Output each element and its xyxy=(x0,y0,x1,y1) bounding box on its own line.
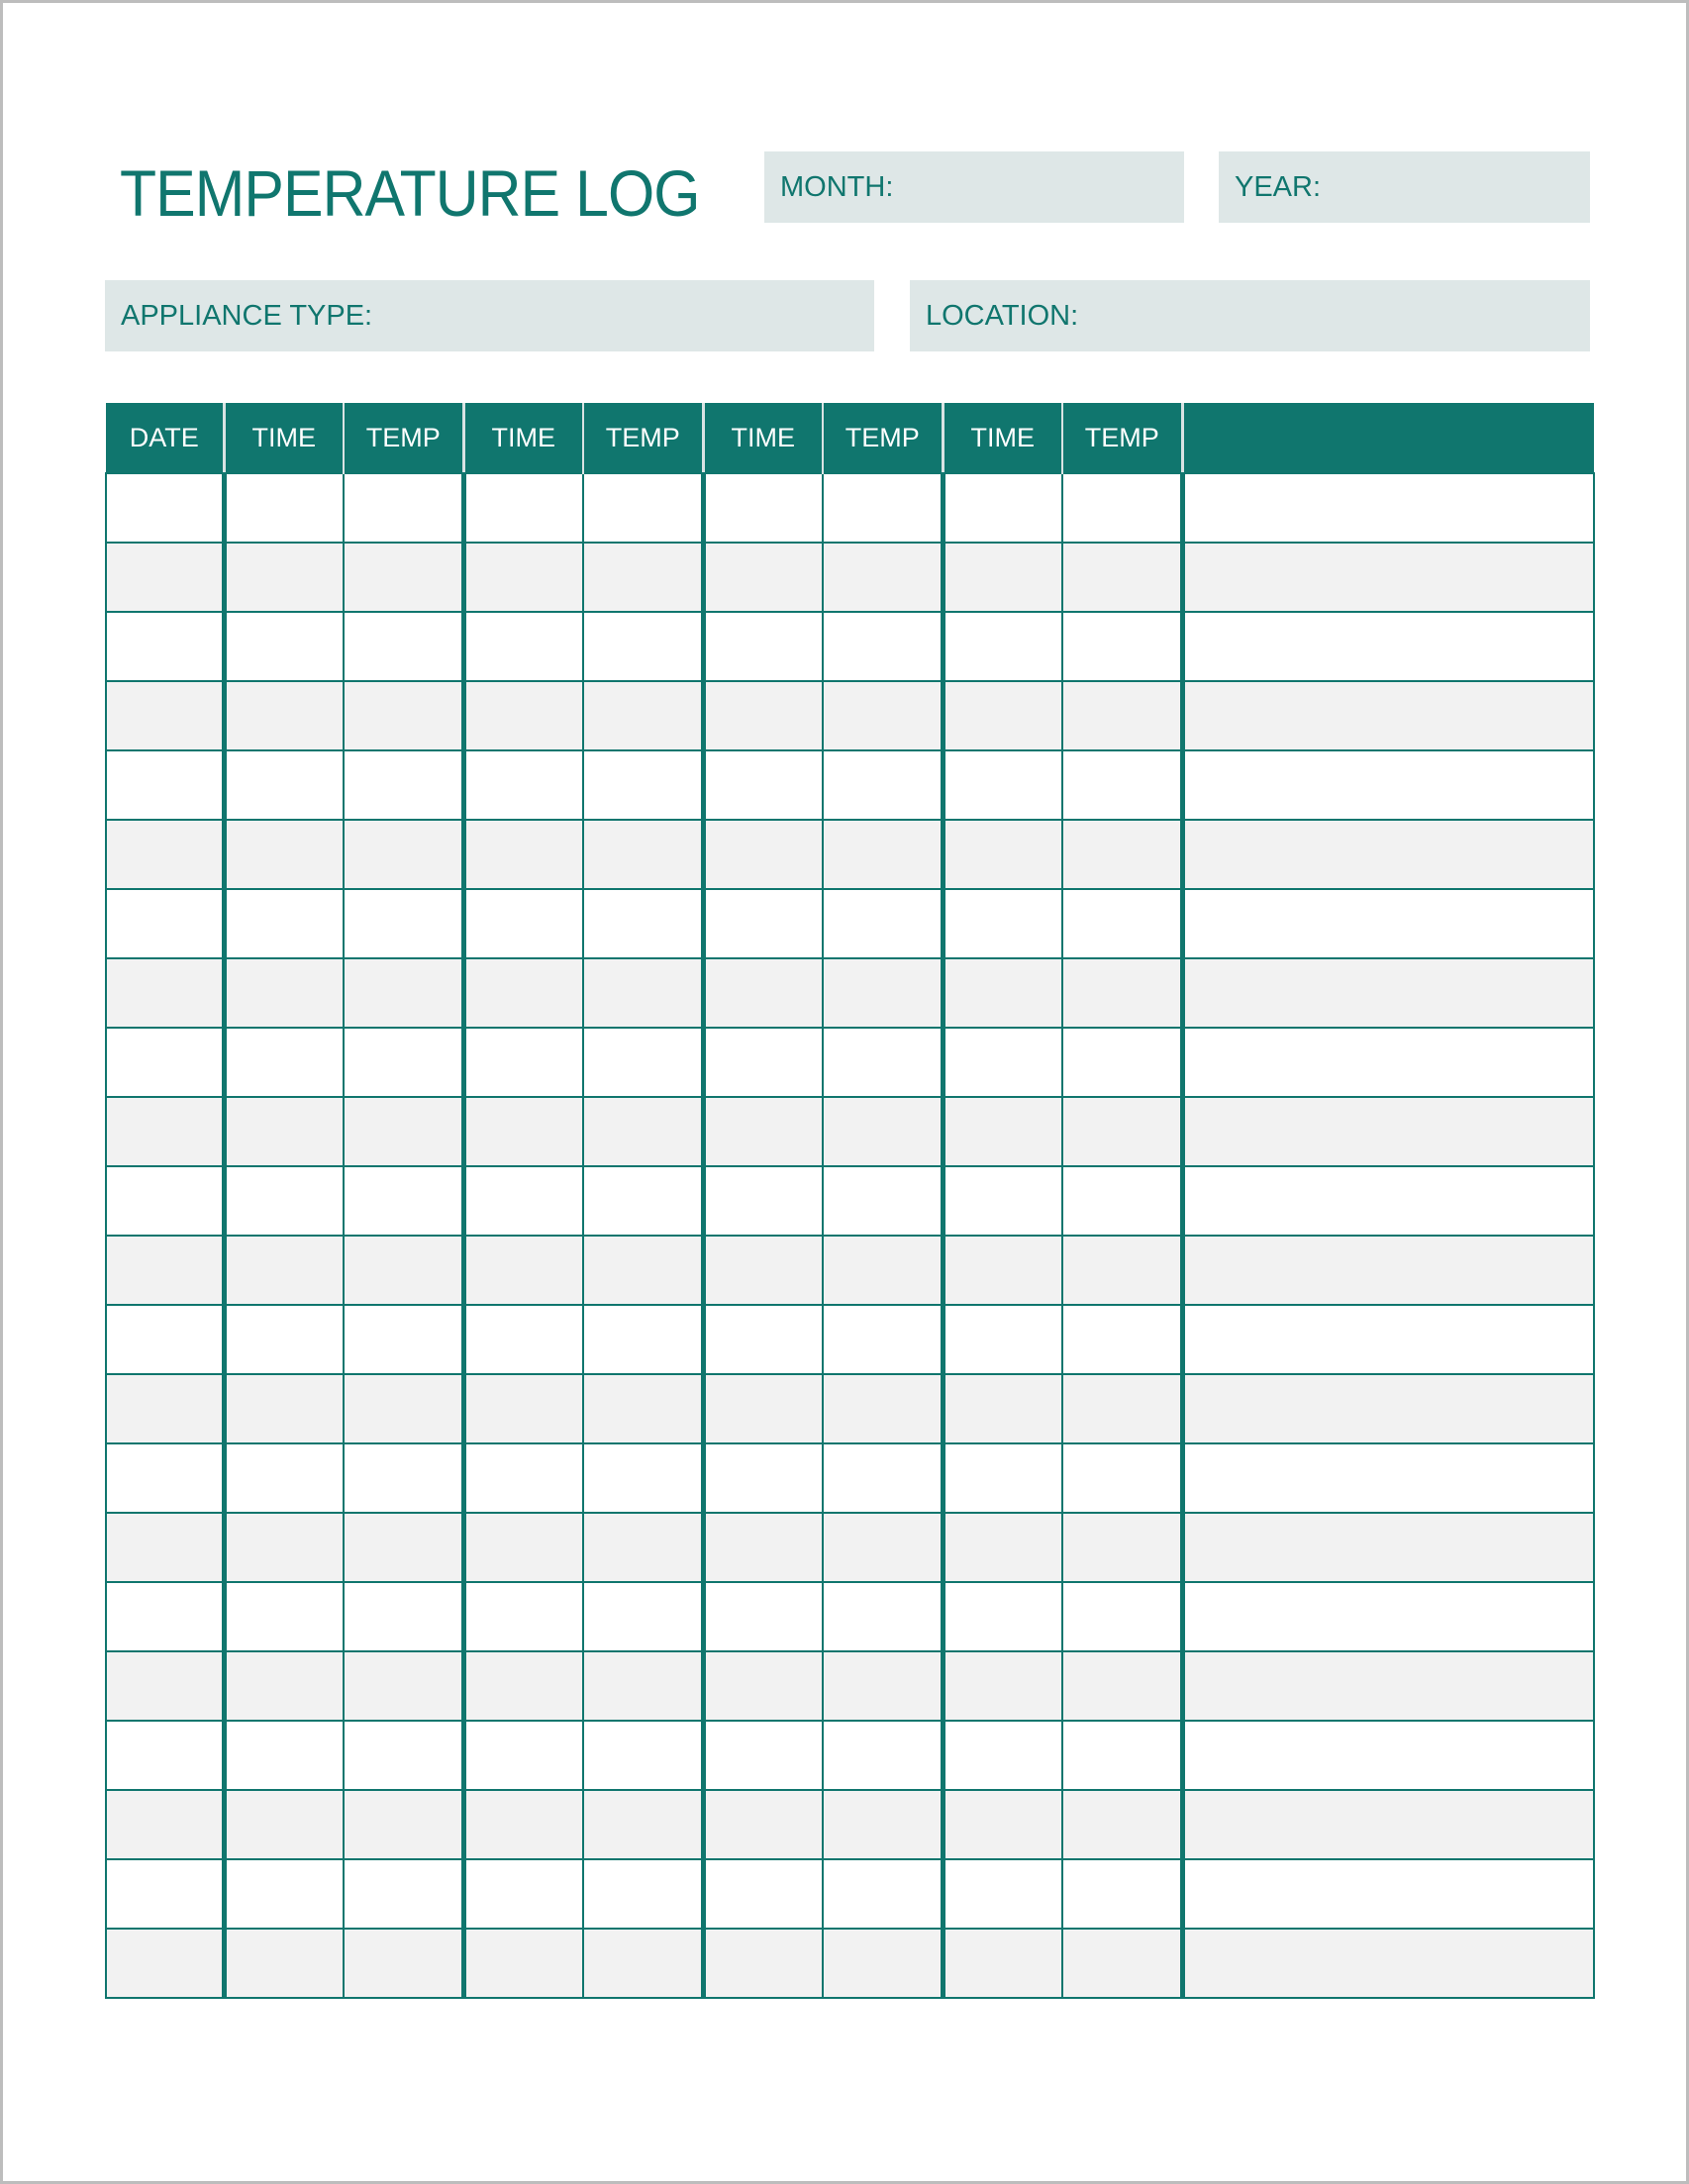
page-title: TEMPERATURE LOG xyxy=(120,156,700,230)
table-cell[interactable] xyxy=(823,612,943,681)
table-cell[interactable] xyxy=(823,1305,943,1374)
table-cell[interactable] xyxy=(1182,820,1594,889)
table-cell[interactable] xyxy=(823,750,943,820)
table-row xyxy=(106,1721,1594,1790)
table-cell[interactable] xyxy=(823,1721,943,1790)
table-cell[interactable] xyxy=(1182,1513,1594,1582)
table-cell[interactable] xyxy=(943,612,1062,681)
table-cell[interactable] xyxy=(106,750,224,820)
table-cell[interactable] xyxy=(463,1651,583,1721)
table-cell[interactable] xyxy=(943,958,1062,1028)
table-cell[interactable] xyxy=(943,1513,1062,1582)
table-cell[interactable] xyxy=(583,1443,703,1513)
table-cell[interactable] xyxy=(106,1721,224,1790)
table-cell[interactable] xyxy=(583,681,703,750)
table-cell[interactable] xyxy=(823,1236,943,1305)
table-row xyxy=(106,1443,1594,1513)
table-cell[interactable] xyxy=(344,612,463,681)
table-cell[interactable] xyxy=(344,1443,463,1513)
table-cell[interactable] xyxy=(463,1929,583,1998)
column-header: TIME xyxy=(703,403,823,473)
table-cell[interactable] xyxy=(1182,750,1594,820)
table-cell[interactable] xyxy=(583,1721,703,1790)
table-cell[interactable] xyxy=(463,681,583,750)
table-cell[interactable] xyxy=(463,1582,583,1651)
table-cell[interactable] xyxy=(463,1513,583,1582)
table-cell[interactable] xyxy=(943,1305,1062,1374)
table-cell[interactable] xyxy=(106,1028,224,1097)
table-cell[interactable] xyxy=(1182,1236,1594,1305)
table-cell[interactable] xyxy=(106,681,224,750)
table-cell[interactable] xyxy=(703,681,823,750)
table-cell[interactable] xyxy=(703,750,823,820)
table-cell[interactable] xyxy=(1062,1651,1182,1721)
table-cell[interactable] xyxy=(463,1028,583,1097)
table-cell[interactable] xyxy=(583,820,703,889)
table-cell[interactable] xyxy=(823,1028,943,1097)
table-cell[interactable] xyxy=(823,889,943,958)
table-cell[interactable] xyxy=(583,1166,703,1236)
table-cell[interactable] xyxy=(1062,612,1182,681)
table-cell[interactable] xyxy=(1182,543,1594,612)
table-cell[interactable] xyxy=(943,681,1062,750)
table-cell[interactable] xyxy=(344,1513,463,1582)
table-cell[interactable] xyxy=(463,750,583,820)
table-cell[interactable] xyxy=(943,1651,1062,1721)
table-cell[interactable] xyxy=(1182,1929,1594,1998)
table-cell[interactable] xyxy=(1182,612,1594,681)
table-cell[interactable] xyxy=(463,958,583,1028)
table-cell[interactable] xyxy=(1182,1582,1594,1651)
table-row xyxy=(106,473,1594,543)
table-cell[interactable] xyxy=(1182,1028,1594,1097)
table-cell[interactable] xyxy=(344,1582,463,1651)
table-cell[interactable] xyxy=(463,543,583,612)
table-cell[interactable] xyxy=(1062,1582,1182,1651)
table-cell[interactable] xyxy=(823,1513,943,1582)
table-cell[interactable] xyxy=(703,1651,823,1721)
table-cell[interactable] xyxy=(344,1028,463,1097)
table-cell[interactable] xyxy=(463,1236,583,1305)
table-cell[interactable] xyxy=(106,1582,224,1651)
table-cell[interactable] xyxy=(1062,1374,1182,1443)
table-cell[interactable] xyxy=(463,1721,583,1790)
table-cell[interactable] xyxy=(1182,1097,1594,1166)
table-row xyxy=(106,612,1594,681)
table-cell[interactable] xyxy=(943,1859,1062,1929)
table-cell[interactable] xyxy=(583,1097,703,1166)
table-cell[interactable] xyxy=(823,1790,943,1859)
table-cell[interactable] xyxy=(703,1790,823,1859)
table-cell[interactable] xyxy=(583,1513,703,1582)
table-cell[interactable] xyxy=(583,958,703,1028)
table-cell[interactable] xyxy=(344,820,463,889)
table-cell[interactable] xyxy=(583,1859,703,1929)
table-cell[interactable] xyxy=(1062,1513,1182,1582)
table-cell[interactable] xyxy=(1062,1721,1182,1790)
table-cell[interactable] xyxy=(583,1028,703,1097)
table-cell[interactable] xyxy=(224,1166,344,1236)
table-cell[interactable] xyxy=(106,1513,224,1582)
table-cell[interactable] xyxy=(943,1721,1062,1790)
table-cell[interactable] xyxy=(106,1097,224,1166)
table-cell[interactable] xyxy=(106,1859,224,1929)
table-cell[interactable] xyxy=(106,1236,224,1305)
table-cell[interactable] xyxy=(943,1236,1062,1305)
table-cell[interactable] xyxy=(224,543,344,612)
table-cell[interactable] xyxy=(344,1859,463,1929)
table-row xyxy=(106,1582,1594,1651)
column-header xyxy=(1182,403,1594,473)
table-cell[interactable] xyxy=(703,958,823,1028)
column-header: DATE xyxy=(106,403,224,473)
table-row xyxy=(106,1028,1594,1097)
table-cell[interactable] xyxy=(943,543,1062,612)
table-cell[interactable] xyxy=(703,1513,823,1582)
table-cell[interactable] xyxy=(943,473,1062,543)
table-cell[interactable] xyxy=(823,958,943,1028)
table-cell[interactable] xyxy=(463,1859,583,1929)
table-cell[interactable] xyxy=(703,1582,823,1651)
table-cell[interactable] xyxy=(583,1305,703,1374)
table-cell[interactable] xyxy=(224,1929,344,1998)
table-row xyxy=(106,1166,1594,1236)
table-cell[interactable] xyxy=(463,1166,583,1236)
table-row xyxy=(106,1859,1594,1929)
table-cell[interactable] xyxy=(1182,1374,1594,1443)
table-cell[interactable] xyxy=(1062,1790,1182,1859)
table-row xyxy=(106,1374,1594,1443)
column-header: TIME xyxy=(943,403,1062,473)
table-cell[interactable] xyxy=(224,1582,344,1651)
table-row xyxy=(106,820,1594,889)
table-cell[interactable] xyxy=(106,1651,224,1721)
table-cell[interactable] xyxy=(1182,473,1594,543)
table-row xyxy=(106,1305,1594,1374)
table-cell[interactable] xyxy=(463,889,583,958)
table-cell[interactable] xyxy=(823,1374,943,1443)
temperature-log-table xyxy=(105,403,1595,1999)
table-cell[interactable] xyxy=(1062,1236,1182,1305)
table-cell[interactable] xyxy=(943,1166,1062,1236)
table-cell[interactable] xyxy=(344,1166,463,1236)
column-header: TIME xyxy=(463,403,583,473)
table-cell[interactable] xyxy=(583,1236,703,1305)
table-cell[interactable] xyxy=(106,473,224,543)
table-cell[interactable] xyxy=(106,612,224,681)
table-row xyxy=(106,681,1594,750)
table-cell[interactable] xyxy=(823,1929,943,1998)
table-header-row xyxy=(106,403,1594,473)
table-cell[interactable] xyxy=(463,1097,583,1166)
table-cell[interactable] xyxy=(106,543,224,612)
table-cell[interactable] xyxy=(583,612,703,681)
table-row xyxy=(106,1236,1594,1305)
table-cell[interactable] xyxy=(224,820,344,889)
table-cell[interactable] xyxy=(703,1443,823,1513)
table-row xyxy=(106,958,1594,1028)
table-cell[interactable] xyxy=(106,1443,224,1513)
table-cell[interactable] xyxy=(1062,820,1182,889)
table-cell[interactable] xyxy=(224,1374,344,1443)
column-header: TEMP xyxy=(823,403,943,473)
table-row xyxy=(106,889,1594,958)
appliance-type-field[interactable] xyxy=(105,280,874,351)
table-cell[interactable] xyxy=(703,820,823,889)
table-cell[interactable] xyxy=(1062,958,1182,1028)
table-cell[interactable] xyxy=(1062,889,1182,958)
table-cell[interactable] xyxy=(943,889,1062,958)
table-cell[interactable] xyxy=(224,681,344,750)
table-cell[interactable] xyxy=(703,1859,823,1929)
table-cell[interactable] xyxy=(823,1443,943,1513)
table-cell[interactable] xyxy=(1062,1166,1182,1236)
table-cell[interactable] xyxy=(463,473,583,543)
table-cell[interactable] xyxy=(1182,889,1594,958)
table-cell[interactable] xyxy=(583,543,703,612)
table-cell[interactable] xyxy=(583,1374,703,1443)
table-cell[interactable] xyxy=(344,681,463,750)
table-cell[interactable] xyxy=(583,1651,703,1721)
table-cell[interactable] xyxy=(1062,473,1182,543)
column-header: TEMP xyxy=(1062,403,1182,473)
table-cell[interactable] xyxy=(823,1166,943,1236)
year-field[interactable] xyxy=(1219,151,1590,223)
table-cell[interactable] xyxy=(224,889,344,958)
table-cell[interactable] xyxy=(823,1582,943,1651)
table-cell[interactable] xyxy=(1182,1790,1594,1859)
table-cell[interactable] xyxy=(344,1790,463,1859)
table-cell[interactable] xyxy=(224,1651,344,1721)
table-cell[interactable] xyxy=(224,1443,344,1513)
table-cell[interactable] xyxy=(1182,1166,1594,1236)
table-cell[interactable] xyxy=(583,1929,703,1998)
column-header: TEMP xyxy=(583,403,703,473)
table-row xyxy=(106,1929,1594,1998)
table-cell[interactable] xyxy=(943,1374,1062,1443)
table-cell[interactable] xyxy=(823,820,943,889)
table-cell[interactable] xyxy=(344,1374,463,1443)
table-row xyxy=(106,1513,1594,1582)
table-cell[interactable] xyxy=(224,1513,344,1582)
table-row xyxy=(106,1651,1594,1721)
table-cell[interactable] xyxy=(106,1374,224,1443)
table-cell[interactable] xyxy=(106,1929,224,1998)
table-cell[interactable] xyxy=(943,820,1062,889)
table-cell[interactable] xyxy=(943,1929,1062,1998)
table-cell[interactable] xyxy=(224,958,344,1028)
table-cell[interactable] xyxy=(463,820,583,889)
table-row xyxy=(106,543,1594,612)
table-cell[interactable] xyxy=(703,1028,823,1097)
table-cell[interactable] xyxy=(1062,1859,1182,1929)
table-cell[interactable] xyxy=(224,1305,344,1374)
table-cell[interactable] xyxy=(224,1236,344,1305)
table-cell[interactable] xyxy=(344,543,463,612)
table-cell[interactable] xyxy=(823,1097,943,1166)
table-cell[interactable] xyxy=(703,612,823,681)
table-row xyxy=(106,1790,1594,1859)
table-cell[interactable] xyxy=(583,473,703,543)
table-cell[interactable] xyxy=(1062,1028,1182,1097)
table-cell[interactable] xyxy=(1182,1859,1594,1929)
table-cell[interactable] xyxy=(224,1028,344,1097)
table-cell[interactable] xyxy=(106,1790,224,1859)
table-cell[interactable] xyxy=(703,1097,823,1166)
table-cell[interactable] xyxy=(1062,1443,1182,1513)
table-cell[interactable] xyxy=(463,1305,583,1374)
table-cell[interactable] xyxy=(1062,681,1182,750)
table-cell[interactable] xyxy=(224,473,344,543)
table-cell[interactable] xyxy=(703,1236,823,1305)
table-row xyxy=(106,1097,1594,1166)
table-cell[interactable] xyxy=(1182,1651,1594,1721)
table-cell[interactable] xyxy=(1182,1305,1594,1374)
table-cell[interactable] xyxy=(703,473,823,543)
table-cell[interactable] xyxy=(344,1305,463,1374)
table-cell[interactable] xyxy=(703,543,823,612)
table-cell[interactable] xyxy=(106,1305,224,1374)
appliance-type-label: APPLIANCE TYPE: xyxy=(121,299,373,332)
year-label: YEAR: xyxy=(1235,170,1322,203)
table-cell[interactable] xyxy=(823,1859,943,1929)
column-header: TEMP xyxy=(344,403,463,473)
table-cell[interactable] xyxy=(1062,1305,1182,1374)
table-cell[interactable] xyxy=(224,1790,344,1859)
table-cell[interactable] xyxy=(1062,750,1182,820)
table-cell[interactable] xyxy=(344,750,463,820)
table-cell[interactable] xyxy=(344,1929,463,1998)
table-cell[interactable] xyxy=(583,889,703,958)
table-cell[interactable] xyxy=(703,1305,823,1374)
table-row xyxy=(106,750,1594,820)
table-cell[interactable] xyxy=(1062,1097,1182,1166)
table-cell[interactable] xyxy=(463,612,583,681)
table-cell[interactable] xyxy=(1182,1443,1594,1513)
table-cell[interactable] xyxy=(463,1374,583,1443)
table-cell[interactable] xyxy=(1182,1721,1594,1790)
location-label: LOCATION: xyxy=(926,299,1079,332)
table-cell[interactable] xyxy=(344,958,463,1028)
table-cell[interactable] xyxy=(463,1443,583,1513)
table-cell[interactable] xyxy=(703,889,823,958)
month-label: MONTH: xyxy=(780,170,894,203)
table-cell[interactable] xyxy=(583,1790,703,1859)
table-cell[interactable] xyxy=(703,1721,823,1790)
table-cell[interactable] xyxy=(703,1374,823,1443)
table-cell[interactable] xyxy=(224,750,344,820)
table-cell[interactable] xyxy=(943,750,1062,820)
table-cell[interactable] xyxy=(224,1721,344,1790)
table-cell[interactable] xyxy=(224,1859,344,1929)
table-cell[interactable] xyxy=(344,1236,463,1305)
table-cell[interactable] xyxy=(943,1582,1062,1651)
table-cell[interactable] xyxy=(106,958,224,1028)
table-cell[interactable] xyxy=(823,543,943,612)
table-cell[interactable] xyxy=(106,889,224,958)
table-cell[interactable] xyxy=(943,1790,1062,1859)
table-cell[interactable] xyxy=(344,1097,463,1166)
table-cell[interactable] xyxy=(106,820,224,889)
table-cell[interactable] xyxy=(1182,958,1594,1028)
table-cell[interactable] xyxy=(463,1790,583,1859)
table-cell[interactable] xyxy=(344,1721,463,1790)
table-cell[interactable] xyxy=(344,1651,463,1721)
table-cell[interactable] xyxy=(1062,543,1182,612)
table-cell[interactable] xyxy=(823,473,943,543)
table-cell[interactable] xyxy=(943,1097,1062,1166)
column-header: TIME xyxy=(224,403,344,473)
table-cell[interactable] xyxy=(703,1929,823,1998)
table-cell[interactable] xyxy=(823,681,943,750)
table-cell[interactable] xyxy=(943,1443,1062,1513)
table-cell[interactable] xyxy=(943,1028,1062,1097)
month-field[interactable] xyxy=(764,151,1184,223)
table-cell[interactable] xyxy=(106,1166,224,1236)
table-cell[interactable] xyxy=(583,750,703,820)
table-cell[interactable] xyxy=(224,1097,344,1166)
table-cell[interactable] xyxy=(1182,681,1594,750)
table-cell[interactable] xyxy=(224,612,344,681)
table-cell[interactable] xyxy=(823,1651,943,1721)
table-cell[interactable] xyxy=(344,473,463,543)
table-cell[interactable] xyxy=(1062,1929,1182,1998)
table-cell[interactable] xyxy=(703,1166,823,1236)
table-cell[interactable] xyxy=(344,889,463,958)
table-cell[interactable] xyxy=(583,1582,703,1651)
location-field[interactable] xyxy=(910,280,1590,351)
